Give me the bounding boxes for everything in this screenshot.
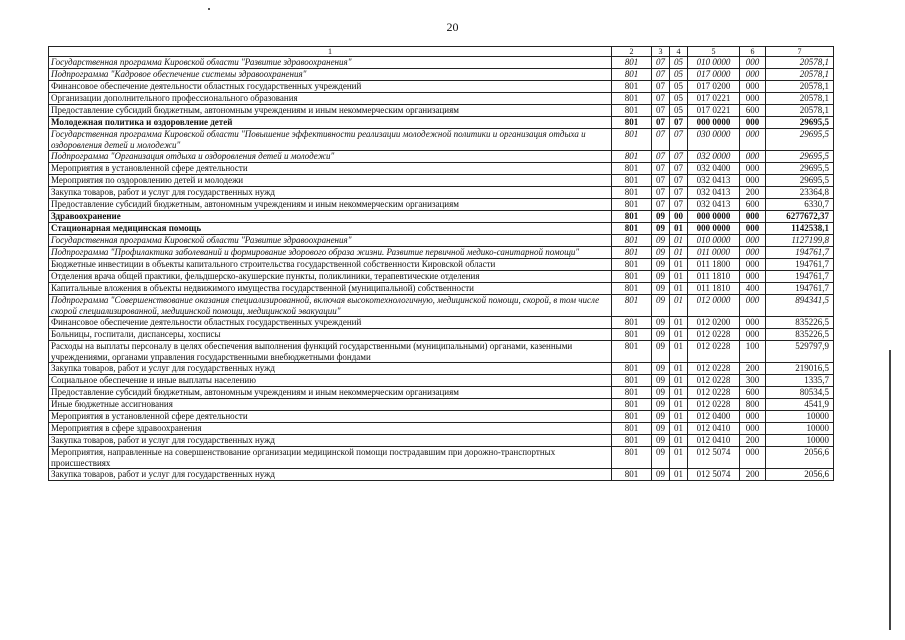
target-article-cell: 012 0228 [688,341,740,363]
section-code-cell: 07 [652,117,670,129]
expense-type-cell: 000 [740,151,766,163]
section-code-cell: 07 [652,163,670,175]
expense-type-cell: 000 [740,81,766,93]
amount-cell: 29695,5 [766,151,834,163]
target-article-cell: 032 0000 [688,151,740,163]
target-article-cell: 032 0413 [688,175,740,187]
row-name-cell: Расходы на выплаты персоналу в целях обеспечения выполнения функций государственными (муниципальными) органами, казенными учреждениями, органами управления государственными внебюджетными фондами [49,341,612,363]
amount-cell: 194761,7 [766,247,834,259]
ministry-code-cell: 801 [612,341,652,363]
subsection-code-cell: 01 [670,235,688,247]
row-name-cell: Государственная программа Кировской области "Развитие здравоохранения" [49,57,612,69]
amount-cell: 4541,9 [766,399,834,411]
budget-table-container [48,46,833,481]
section-code-cell: 09 [652,375,670,387]
target-article-cell: 011 1800 [688,259,740,271]
table-row [49,271,834,283]
row-name-cell: Финансовое обеспечение деятельности областных государственных учреждений [49,317,612,329]
ministry-code-cell: 801 [612,411,652,423]
table-row [49,435,834,447]
scan-edge-line [885,350,891,630]
row-name-cell: Подпрограмма "Профилактика заболеваний и формирование здорового образа жизни. Развитие первичной медико-санитарной помощи" [49,247,612,259]
ministry-code-cell: 801 [612,117,652,129]
amount-cell: 194761,7 [766,271,834,283]
ministry-code-cell: 801 [612,447,652,469]
table-row [49,175,834,187]
section-code-cell: 09 [652,387,670,399]
amount-cell: 23364,8 [766,187,834,199]
amount-cell: 20578,1 [766,57,834,69]
header-cell: 6 [740,47,766,57]
amount-cell: 20578,1 [766,69,834,81]
amount-cell: 20578,1 [766,105,834,117]
subsection-code-cell: 01 [670,399,688,411]
amount-cell: 2056,6 [766,447,834,469]
target-article-cell: 012 0228 [688,329,740,341]
section-code-cell: 07 [652,187,670,199]
subsection-code-cell: 07 [670,163,688,175]
row-name-cell: Государственная программа Кировской области "Повышение эффективности реализации молодежной политики и организация отдыха и оздоровления детей и молодежи" [49,129,612,151]
section-code-cell: 09 [652,469,670,481]
subsection-code-cell: 01 [670,423,688,435]
table-row [49,447,834,469]
target-article-cell: 012 0228 [688,399,740,411]
expense-type-cell: 000 [740,235,766,247]
amount-cell: 835226,5 [766,329,834,341]
ministry-code-cell: 801 [612,129,652,151]
subsection-code-cell: 01 [670,223,688,235]
table-row [49,329,834,341]
table-row [49,283,834,295]
page-number: 20 [446,20,459,34]
expense-type-cell: 000 [740,117,766,129]
ministry-code-cell: 801 [612,375,652,387]
row-name-cell: Закупка товаров, работ и услуг для государственных нужд [49,187,612,199]
ministry-code-cell: 801 [612,105,652,117]
section-code-cell: 07 [652,199,670,211]
ministry-code-cell: 801 [612,69,652,81]
section-code-cell: 09 [652,259,670,271]
table-row [49,235,834,247]
amount-cell: 1127199,8 [766,235,834,247]
section-code-cell: 09 [652,271,670,283]
amount-cell: 1142538,1 [766,223,834,235]
row-name-cell: Стационарная медицинская помощь [49,223,612,235]
target-article-cell: 012 0228 [688,363,740,375]
ministry-code-cell: 801 [612,211,652,223]
table-row [49,199,834,211]
subsection-code-cell: 01 [670,387,688,399]
table-row [49,399,834,411]
row-name-cell: Предоставление субсидий бюджетным, автономным учреждениям и иным некоммерческим организациям [49,387,612,399]
table-row [49,223,834,235]
subsection-code-cell: 01 [670,435,688,447]
subsection-code-cell: 01 [670,317,688,329]
ministry-code-cell: 801 [612,175,652,187]
row-name-cell: Отделения врача общей практики, фельдшерско-акушерские пункты, поликлиники, терапевтические отделения [49,271,612,283]
target-article-cell: 000 0000 [688,223,740,235]
amount-cell: 1335,7 [766,375,834,387]
target-article-cell: 011 1810 [688,283,740,295]
amount-cell: 29695,5 [766,163,834,175]
amount-cell: 194761,7 [766,283,834,295]
header-cell: 7 [766,47,834,57]
row-name-cell: Молодежная политика и оздоровление детей [49,117,612,129]
target-article-cell: 012 0228 [688,375,740,387]
target-article-cell: 012 5074 [688,447,740,469]
table-row [49,469,834,481]
amount-cell: 10000 [766,411,834,423]
amount-cell: 894341,5 [766,295,834,317]
ministry-code-cell: 801 [612,423,652,435]
subsection-code-cell: 05 [670,93,688,105]
subsection-code-cell: 07 [670,129,688,151]
header-cell: 5 [688,47,740,57]
ministry-code-cell: 801 [612,93,652,105]
table-row [49,259,834,271]
target-article-cell: 017 0221 [688,105,740,117]
row-name-cell: Мероприятия, направленные на совершенствование организации медицинской помощи пострадавшим при дорожно-транспортных происшествиях [49,447,612,469]
table-row [49,117,834,129]
ministry-code-cell: 801 [612,271,652,283]
ministry-code-cell: 801 [612,247,652,259]
target-article-cell: 000 0000 [688,117,740,129]
expense-type-cell: 000 [740,163,766,175]
amount-cell: 219016,5 [766,363,834,375]
section-code-cell: 09 [652,283,670,295]
row-name-cell: Иные бюджетные ассигнования [49,399,612,411]
row-name-cell: Предоставление субсидий бюджетным, автономным учреждениям и иным некоммерческим организациям [49,199,612,211]
table-row [49,151,834,163]
ministry-code-cell: 801 [612,387,652,399]
subsection-code-cell: 01 [670,271,688,283]
ministry-code-cell: 801 [612,399,652,411]
table-row [49,129,834,151]
expense-type-cell: 000 [740,271,766,283]
row-name-cell: Финансовое обеспечение деятельности областных государственных учреждений [49,81,612,93]
subsection-code-cell: 07 [670,187,688,199]
section-code-cell: 07 [652,69,670,81]
section-code-cell: 09 [652,363,670,375]
section-code-cell: 07 [652,81,670,93]
subsection-code-cell: 05 [670,69,688,81]
section-code-cell: 09 [652,223,670,235]
target-article-cell: 010 0000 [688,57,740,69]
ministry-code-cell: 801 [612,283,652,295]
subsection-code-cell: 01 [670,329,688,341]
subsection-code-cell: 01 [670,283,688,295]
ministry-code-cell: 801 [612,223,652,235]
row-name-cell: Социальное обеспечение и иные выплаты населению [49,375,612,387]
ministry-code-cell: 801 [612,435,652,447]
subsection-code-cell: 01 [670,341,688,363]
row-name-cell: Мероприятия в установленной сфере деятельности [49,163,612,175]
header-row [49,47,834,57]
table-row [49,211,834,223]
table-row [49,317,834,329]
section-code-cell: 09 [652,329,670,341]
subsection-code-cell: 07 [670,175,688,187]
amount-cell: 2056,6 [766,469,834,481]
target-article-cell: 012 0228 [688,387,740,399]
row-name-cell: Подпрограмма "Совершенствование оказания специализированной, включая высокотехнологичную, медицинской помощи, скорой, в том числе скорой специализированной, медицинской помощи, медицинской эвакуации" [49,295,612,317]
section-code-cell: 07 [652,105,670,117]
ministry-code-cell: 801 [612,199,652,211]
row-name-cell: Мероприятия по оздоровлению детей и молодежи [49,175,612,187]
table-row [49,163,834,175]
target-article-cell: 011 1810 [688,271,740,283]
row-name-cell: Организации дополнительного профессионального образования [49,93,612,105]
section-code-cell: 09 [652,447,670,469]
amount-cell: 80534,5 [766,387,834,399]
table-row [49,57,834,69]
section-code-cell: 09 [652,423,670,435]
ministry-code-cell: 801 [612,317,652,329]
amount-cell: 29695,5 [766,175,834,187]
expense-type-cell: 800 [740,399,766,411]
amount-cell: 529797,9 [766,341,834,363]
target-article-cell: 032 0413 [688,199,740,211]
row-name-cell: Больницы, госпитали, диспансеры, хосписы [49,329,612,341]
ministry-code-cell: 801 [612,259,652,271]
subsection-code-cell: 01 [670,363,688,375]
expense-type-cell: 000 [740,69,766,81]
section-code-cell: 07 [652,57,670,69]
row-name-cell: Закупка товаров, работ и услуг для государственных нужд [49,435,612,447]
target-article-cell: 032 0413 [688,187,740,199]
target-article-cell: 000 0000 [688,211,740,223]
expense-type-cell: 000 [740,447,766,469]
expense-type-cell: 000 [740,247,766,259]
amount-cell: 835226,5 [766,317,834,329]
table-body [49,47,834,481]
target-article-cell: 012 0000 [688,295,740,317]
subsection-code-cell: 07 [670,151,688,163]
section-code-cell: 09 [652,411,670,423]
expense-type-cell: 000 [740,411,766,423]
amount-cell: 20578,1 [766,81,834,93]
expense-type-cell: 000 [740,223,766,235]
row-name-cell: Бюджетные инвестиции в объекты капитального строительства государственной собственности Кировской области [49,259,612,271]
target-article-cell: 012 0410 [688,423,740,435]
table-row [49,247,834,259]
target-article-cell: 010 0000 [688,235,740,247]
target-article-cell: 032 0400 [688,163,740,175]
subsection-code-cell: 01 [670,411,688,423]
expense-type-cell: 000 [740,295,766,317]
expense-type-cell: 000 [740,211,766,223]
expense-type-cell: 200 [740,435,766,447]
amount-cell: 194761,7 [766,259,834,271]
expense-type-cell: 000 [740,175,766,187]
target-article-cell: 012 5074 [688,469,740,481]
ministry-code-cell: 801 [612,151,652,163]
table-row [49,387,834,399]
amount-cell: 10000 [766,423,834,435]
row-name-cell: Капитальные вложения в объекты недвижимого имущества государственной (муниципальной) собственности [49,283,612,295]
target-article-cell: 012 0400 [688,411,740,423]
section-code-cell: 09 [652,235,670,247]
table-row [49,295,834,317]
target-article-cell: 017 0000 [688,69,740,81]
row-name-cell: Закупка товаров, работ и услуг для государственных нужд [49,363,612,375]
ministry-code-cell: 801 [612,163,652,175]
expense-type-cell: 000 [740,329,766,341]
section-code-cell: 09 [652,435,670,447]
table-row [49,363,834,375]
ministry-code-cell: 801 [612,187,652,199]
row-name-cell: Здравоохранение [49,211,612,223]
subsection-code-cell: 01 [670,447,688,469]
ministry-code-cell: 801 [612,57,652,69]
expense-type-cell: 200 [740,187,766,199]
expense-type-cell: 600 [740,199,766,211]
amount-cell: 6277672,37 [766,211,834,223]
table-row [49,375,834,387]
expense-type-cell: 400 [740,283,766,295]
ministry-code-cell: 801 [612,295,652,317]
row-name-cell: Мероприятия в сфере здравоохранения [49,423,612,435]
ministry-code-cell: 801 [612,81,652,93]
target-article-cell: 017 0221 [688,93,740,105]
expense-type-cell: 300 [740,375,766,387]
subsection-code-cell: 05 [670,57,688,69]
section-code-cell: 09 [652,341,670,363]
scan-speck [208,8,210,10]
subsection-code-cell: 01 [670,259,688,271]
subsection-code-cell: 01 [670,295,688,317]
ministry-code-cell: 801 [612,235,652,247]
table-row [49,187,834,199]
amount-cell: 29695,5 [766,129,834,151]
subsection-code-cell: 07 [670,117,688,129]
expense-type-cell: 200 [740,469,766,481]
table-row [49,81,834,93]
expense-type-cell: 000 [740,93,766,105]
target-article-cell: 012 0410 [688,435,740,447]
section-code-cell: 09 [652,247,670,259]
subsection-code-cell: 07 [670,199,688,211]
section-code-cell: 09 [652,211,670,223]
subsection-code-cell: 01 [670,247,688,259]
expense-type-cell: 600 [740,387,766,399]
table-row [49,69,834,81]
row-name-cell: Мероприятия в установленной сфере деятельности [49,411,612,423]
table-row [49,423,834,435]
subsection-code-cell: 05 [670,81,688,93]
subsection-code-cell: 01 [670,375,688,387]
section-code-cell: 09 [652,317,670,329]
row-name-cell: Закупка товаров, работ и услуг для государственных нужд [49,469,612,481]
section-code-cell: 09 [652,295,670,317]
table-row [49,105,834,117]
amount-cell: 10000 [766,435,834,447]
subsection-code-cell: 00 [670,211,688,223]
table-row [49,93,834,105]
amount-cell: 20578,1 [766,93,834,105]
expense-type-cell: 600 [740,105,766,117]
amount-cell: 29695,5 [766,117,834,129]
header-cell: 4 [670,47,688,57]
target-article-cell: 017 0200 [688,81,740,93]
target-article-cell: 011 0000 [688,247,740,259]
budget-table [48,46,834,481]
header-cell: 2 [612,47,652,57]
ministry-code-cell: 801 [612,363,652,375]
section-code-cell: 07 [652,151,670,163]
table-row [49,411,834,423]
row-name-cell: Подпрограмма "Организация отдыха и оздоровления детей и молодежи" [49,151,612,163]
subsection-code-cell: 05 [670,105,688,117]
target-article-cell: 030 0000 [688,129,740,151]
row-name-cell: Государственная программа Кировской области "Развитие здравоохранения" [49,235,612,247]
expense-type-cell: 000 [740,57,766,69]
header-cell: 1 [49,47,612,57]
expense-type-cell: 000 [740,423,766,435]
expense-type-cell: 000 [740,129,766,151]
target-article-cell: 012 0200 [688,317,740,329]
row-name-cell: Предоставление субсидий бюджетным, автономным учреждениям и иным некоммерческим организациям [49,105,612,117]
expense-type-cell: 000 [740,259,766,271]
ministry-code-cell: 801 [612,469,652,481]
section-code-cell: 07 [652,175,670,187]
section-code-cell: 09 [652,399,670,411]
subsection-code-cell: 01 [670,469,688,481]
section-code-cell: 07 [652,93,670,105]
table-row [49,341,834,363]
expense-type-cell: 200 [740,363,766,375]
expense-type-cell: 100 [740,341,766,363]
ministry-code-cell: 801 [612,329,652,341]
row-name-cell: Подпрограмма "Кадровое обеспечение системы здравоохранения" [49,69,612,81]
section-code-cell: 07 [652,129,670,151]
header-cell: 3 [652,47,670,57]
expense-type-cell: 000 [740,317,766,329]
amount-cell: 6330,7 [766,199,834,211]
